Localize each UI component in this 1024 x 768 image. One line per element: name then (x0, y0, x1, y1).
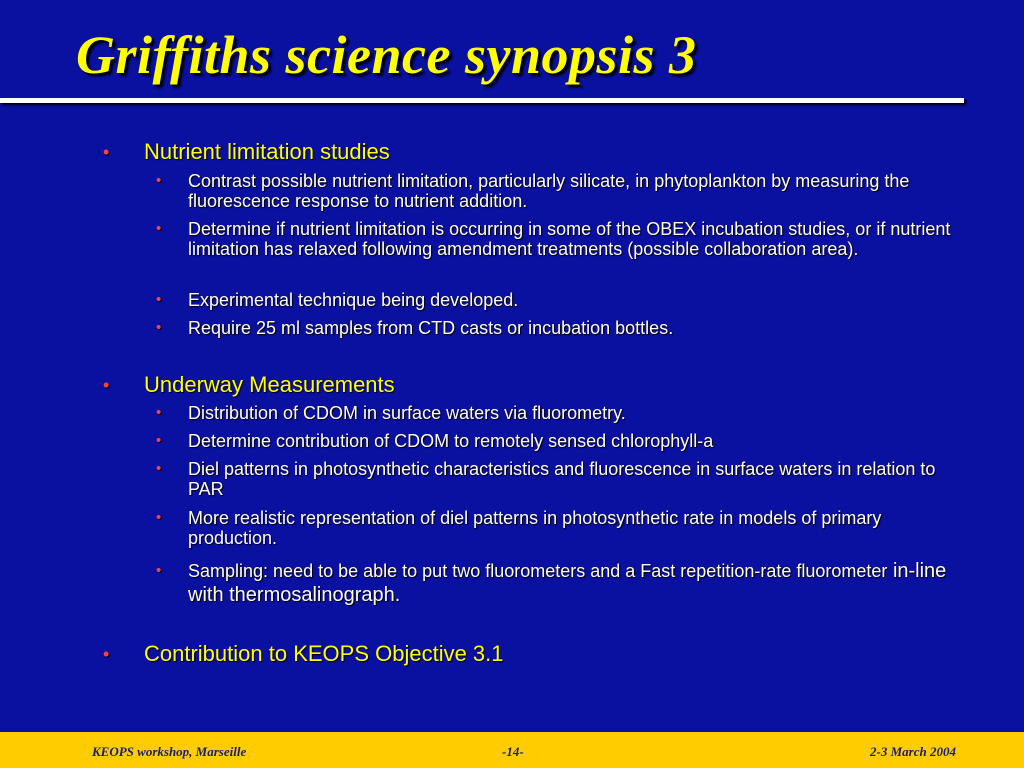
list-item (156, 318, 956, 338)
section-heading-text: Contribution to KEOPS Objective 3.1 (144, 641, 504, 666)
bullet-marker: • (156, 562, 162, 579)
list-item-text: Contrast possible nutrient limitation, particularly silicate, in phytoplankton by measuring the fluorescence response to nutrient addition. (188, 171, 910, 211)
list-item-text-part-large: in-line with thermosalinograph. (188, 560, 947, 606)
list-item (156, 403, 956, 423)
list-item-text: Distribution of CDOM in surface waters via fluorometry. (188, 403, 626, 423)
list-item-text: Experimental technique being developed. (188, 290, 519, 310)
list-item (156, 431, 956, 451)
bullet-marker: • (103, 375, 110, 395)
slide-title: Griffiths science synopsis 3 (76, 25, 697, 85)
list-item (156, 219, 956, 259)
list-item (156, 171, 956, 211)
title-divider (0, 98, 964, 103)
bullet-marker: • (156, 220, 162, 237)
section-heading-text: Underway Measurements (144, 372, 395, 397)
bullet-marker: • (156, 172, 162, 189)
list-item-text: Diel patterns in photosynthetic characteristics and fluorescence in surface waters in relation to PAR (188, 459, 936, 499)
section-heading-text: Nutrient limitation studies (144, 139, 390, 164)
footer-event: KEOPS workshop, Marseille (92, 744, 247, 759)
bullet-marker: • (156, 432, 162, 449)
bullet-marker: • (103, 142, 110, 162)
footer-bar (0, 732, 1024, 768)
bullet-marker: • (156, 460, 162, 477)
list-item (156, 459, 956, 499)
footer-page-number: -14- (502, 744, 524, 759)
bullet-marker: • (156, 509, 162, 526)
list-item (156, 290, 956, 310)
bullet-marker: • (103, 644, 110, 664)
list-item-text: Determine contribution of CDOM to remotely sensed chlorophyll-a (188, 431, 714, 451)
bullet-marker: • (156, 291, 162, 308)
list-item-text: Require 25 ml samples from CTD casts or incubation bottles. (188, 318, 674, 338)
bullet-marker: • (156, 404, 162, 421)
list-item (156, 508, 956, 548)
footer-date: 2-3 March 2004 (870, 744, 956, 759)
list-item-text: More realistic representation of diel patterns in photosynthetic rate in models of primary production. (188, 508, 882, 548)
list-item (156, 559, 956, 607)
list-item-text-part: Sampling: need to be able to put two fluorometers and a Fast repetition-rate fluorometer (188, 561, 888, 581)
list-item-text: Determine if nutrient limitation is occurring in some of the OBEX incubation studies, or if nutrient limitation has relaxed following amendment treatments (possible collaboration area). (188, 219, 951, 259)
list-item-text (188, 559, 956, 607)
bullet-marker: • (156, 319, 162, 336)
